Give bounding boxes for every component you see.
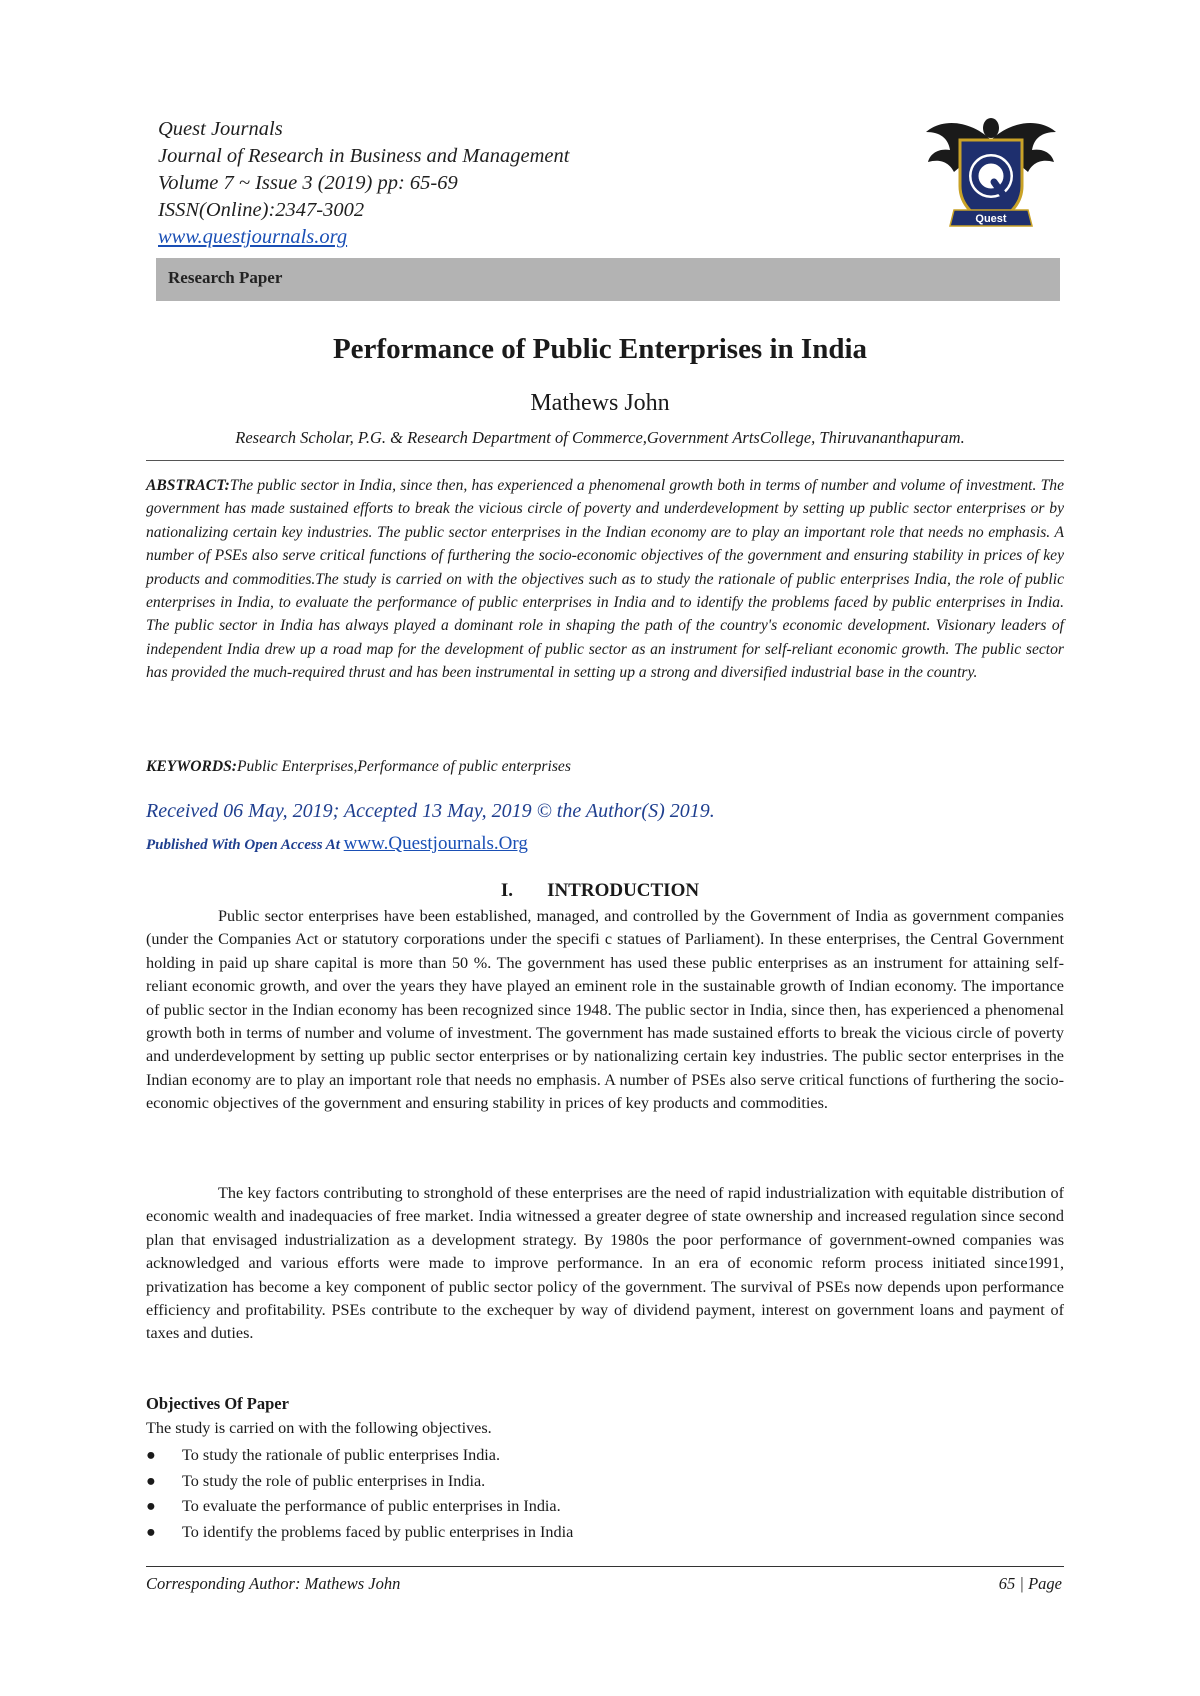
footer-author: Corresponding Author: Mathews John xyxy=(146,1574,401,1593)
keywords-text: Public Enterprises,Performance of public enterprises xyxy=(236,758,571,775)
journal-website-link[interactable]: www.questjournals.org xyxy=(158,226,348,248)
list-item xyxy=(146,1520,1064,1546)
abstract-label: ABSTRACT: xyxy=(146,477,230,494)
paper-title: Performance of Public Enterprises in India xyxy=(332,333,868,365)
abstract xyxy=(146,474,1064,685)
journal-header xyxy=(158,116,818,251)
list-item-text: To evaluate the performance of public enterprises in India. xyxy=(182,1497,561,1516)
author-name: Mathews John xyxy=(530,390,670,416)
issn: ISSN(Online):2347-3002 xyxy=(158,199,365,221)
intro-paragraph-1 xyxy=(146,905,1064,1116)
abstract-divider xyxy=(146,460,1064,461)
publisher-name: Quest Journals xyxy=(158,118,283,140)
bullet-icon: ● xyxy=(146,1446,156,1464)
published-link[interactable]: www.Questjournals.Org xyxy=(343,833,528,854)
footer-divider xyxy=(146,1566,1064,1567)
paper-type-label: Research Paper xyxy=(168,268,283,287)
section-heading-introduction xyxy=(0,880,1200,902)
objectives-list xyxy=(146,1443,1064,1545)
section-number: I. xyxy=(500,880,514,901)
author-affiliation: Research Scholar, P.G. & Research Department of Commerce,Government ArtsCollege, Thiruvananthapuram. xyxy=(235,428,965,447)
paragraph-text: Public sector enterprises have been established, managed, and controlled by the Government of India as government companies (under the Companies Act or statutory corporations under the specifi c statues of Parliament). In these enterprises, the Central Government holding in paid up share capital is more than 50 %. The government has used these public enterprises as an instrument for attaining self-reliant economic growth, and over the years they have played an eminent role in the sustainable growth of Indian economy. The importance of public sector in the Indian economy has been recognized since 1948. The public sector in India, since then, has experienced a phenomenal growth both in terms of number and volume of investment. The government has made sustained efforts to break the vicious circle of poverty and underdevelopment by setting up public sector enterprises or by nationalizing certain key industries. The public sector enterprises in the Indian economy are to play an important role that needs no emphasis. A number of PSEs also serve critical functions of furthering the socio-economic objectives of the government and ensuring stability in prices of key products and commodities. xyxy=(146,907,1064,1113)
published-prefix: Published With Open Access At xyxy=(146,837,344,853)
intro-paragraph-2 xyxy=(146,1182,1064,1346)
keywords xyxy=(146,755,1064,778)
list-item-text: To study the role of public enterprises in India. xyxy=(182,1471,486,1490)
bullet-icon: ● xyxy=(146,1522,156,1541)
list-item-text: To study the rationale of public enterprises India. xyxy=(182,1446,501,1464)
bullet-icon: ● xyxy=(146,1471,156,1490)
section-title: INTRODUCTION xyxy=(547,880,700,901)
published-line xyxy=(146,833,1064,855)
logo-label: Quest xyxy=(975,213,1007,225)
received-accepted-line: Received 06 May, 2019; Accepted 13 May, 2019 © the Author(S) 2019. xyxy=(146,800,715,822)
bullet-icon: ● xyxy=(146,1497,156,1516)
quest-logo xyxy=(920,110,1062,234)
abstract-text: The public sector in India, since then, has experienced a phenomenal growth both in terms of number and volume of investment. The government has made sustained efforts to break the vicious circle of poverty and underdevelopment by setting up public sector enterprises or by nationalizing certain key industries. The public sector enterprises in the Indian economy are to play an important role that needs no emphasis. A number of PSEs also serve critical functions of furthering the socio-economic objectives of the government and ensuring stability in prices of key products and commodities.The study is carried on with the objectives such as to study the rationale of public enterprises India, the role of public enterprises in India, to evaluate the performance of public enterprises in India and to identify the problems faced by public enterprises in India. The public sector in India has always played a dominant role in shaping the path of the country's economic development. Visionary leaders of independent India drew up a road map for the development of public sector as an instrument for self-reliant economic growth. The public sector has provided the much-required thrust and has been instrumental in setting up a strong and diversified industrial base in the country. xyxy=(146,477,1064,682)
paper-type-bar xyxy=(156,258,1060,301)
list-item-text: To identify the problems faced by public enterprises in India xyxy=(182,1522,574,1541)
journal-name: Journal of Research in Business and Management xyxy=(158,145,570,167)
paragraph-text: The key factors contributing to stronghold of these enterprises are the need of rapid industrialization with equitable distribution of economic wealth and inadequacies of free market. India witnessed a greater degree of state ownership and increased regulation since second plan that envisaged industrialization as a development strategy. By 1980s the poor performance of government-owned companies was acknowledged and various efforts were made to improve performance. In an era of economic reform process initiated since1991, privatization has become a key component of public sector policy of the government. The survival of PSEs now depends upon performance efficiency and profitability. PSEs contribute to the exchequer by way of dividend payment, interest on government loans and payment of taxes and duties. xyxy=(146,1184,1064,1343)
list-item xyxy=(146,1494,1064,1520)
objectives-heading: Objectives Of Paper xyxy=(146,1394,289,1413)
keywords-label: KEYWORDS: xyxy=(146,758,237,775)
list-item xyxy=(146,1469,1064,1495)
volume-issue: Volume 7 ~ Issue 3 (2019) pp: 65-69 xyxy=(158,172,458,194)
footer-page-number: 65 | Page xyxy=(998,1574,1062,1593)
objectives-intro: The study is carried on with the following objectives. xyxy=(146,1419,492,1437)
list-item xyxy=(146,1443,1064,1469)
